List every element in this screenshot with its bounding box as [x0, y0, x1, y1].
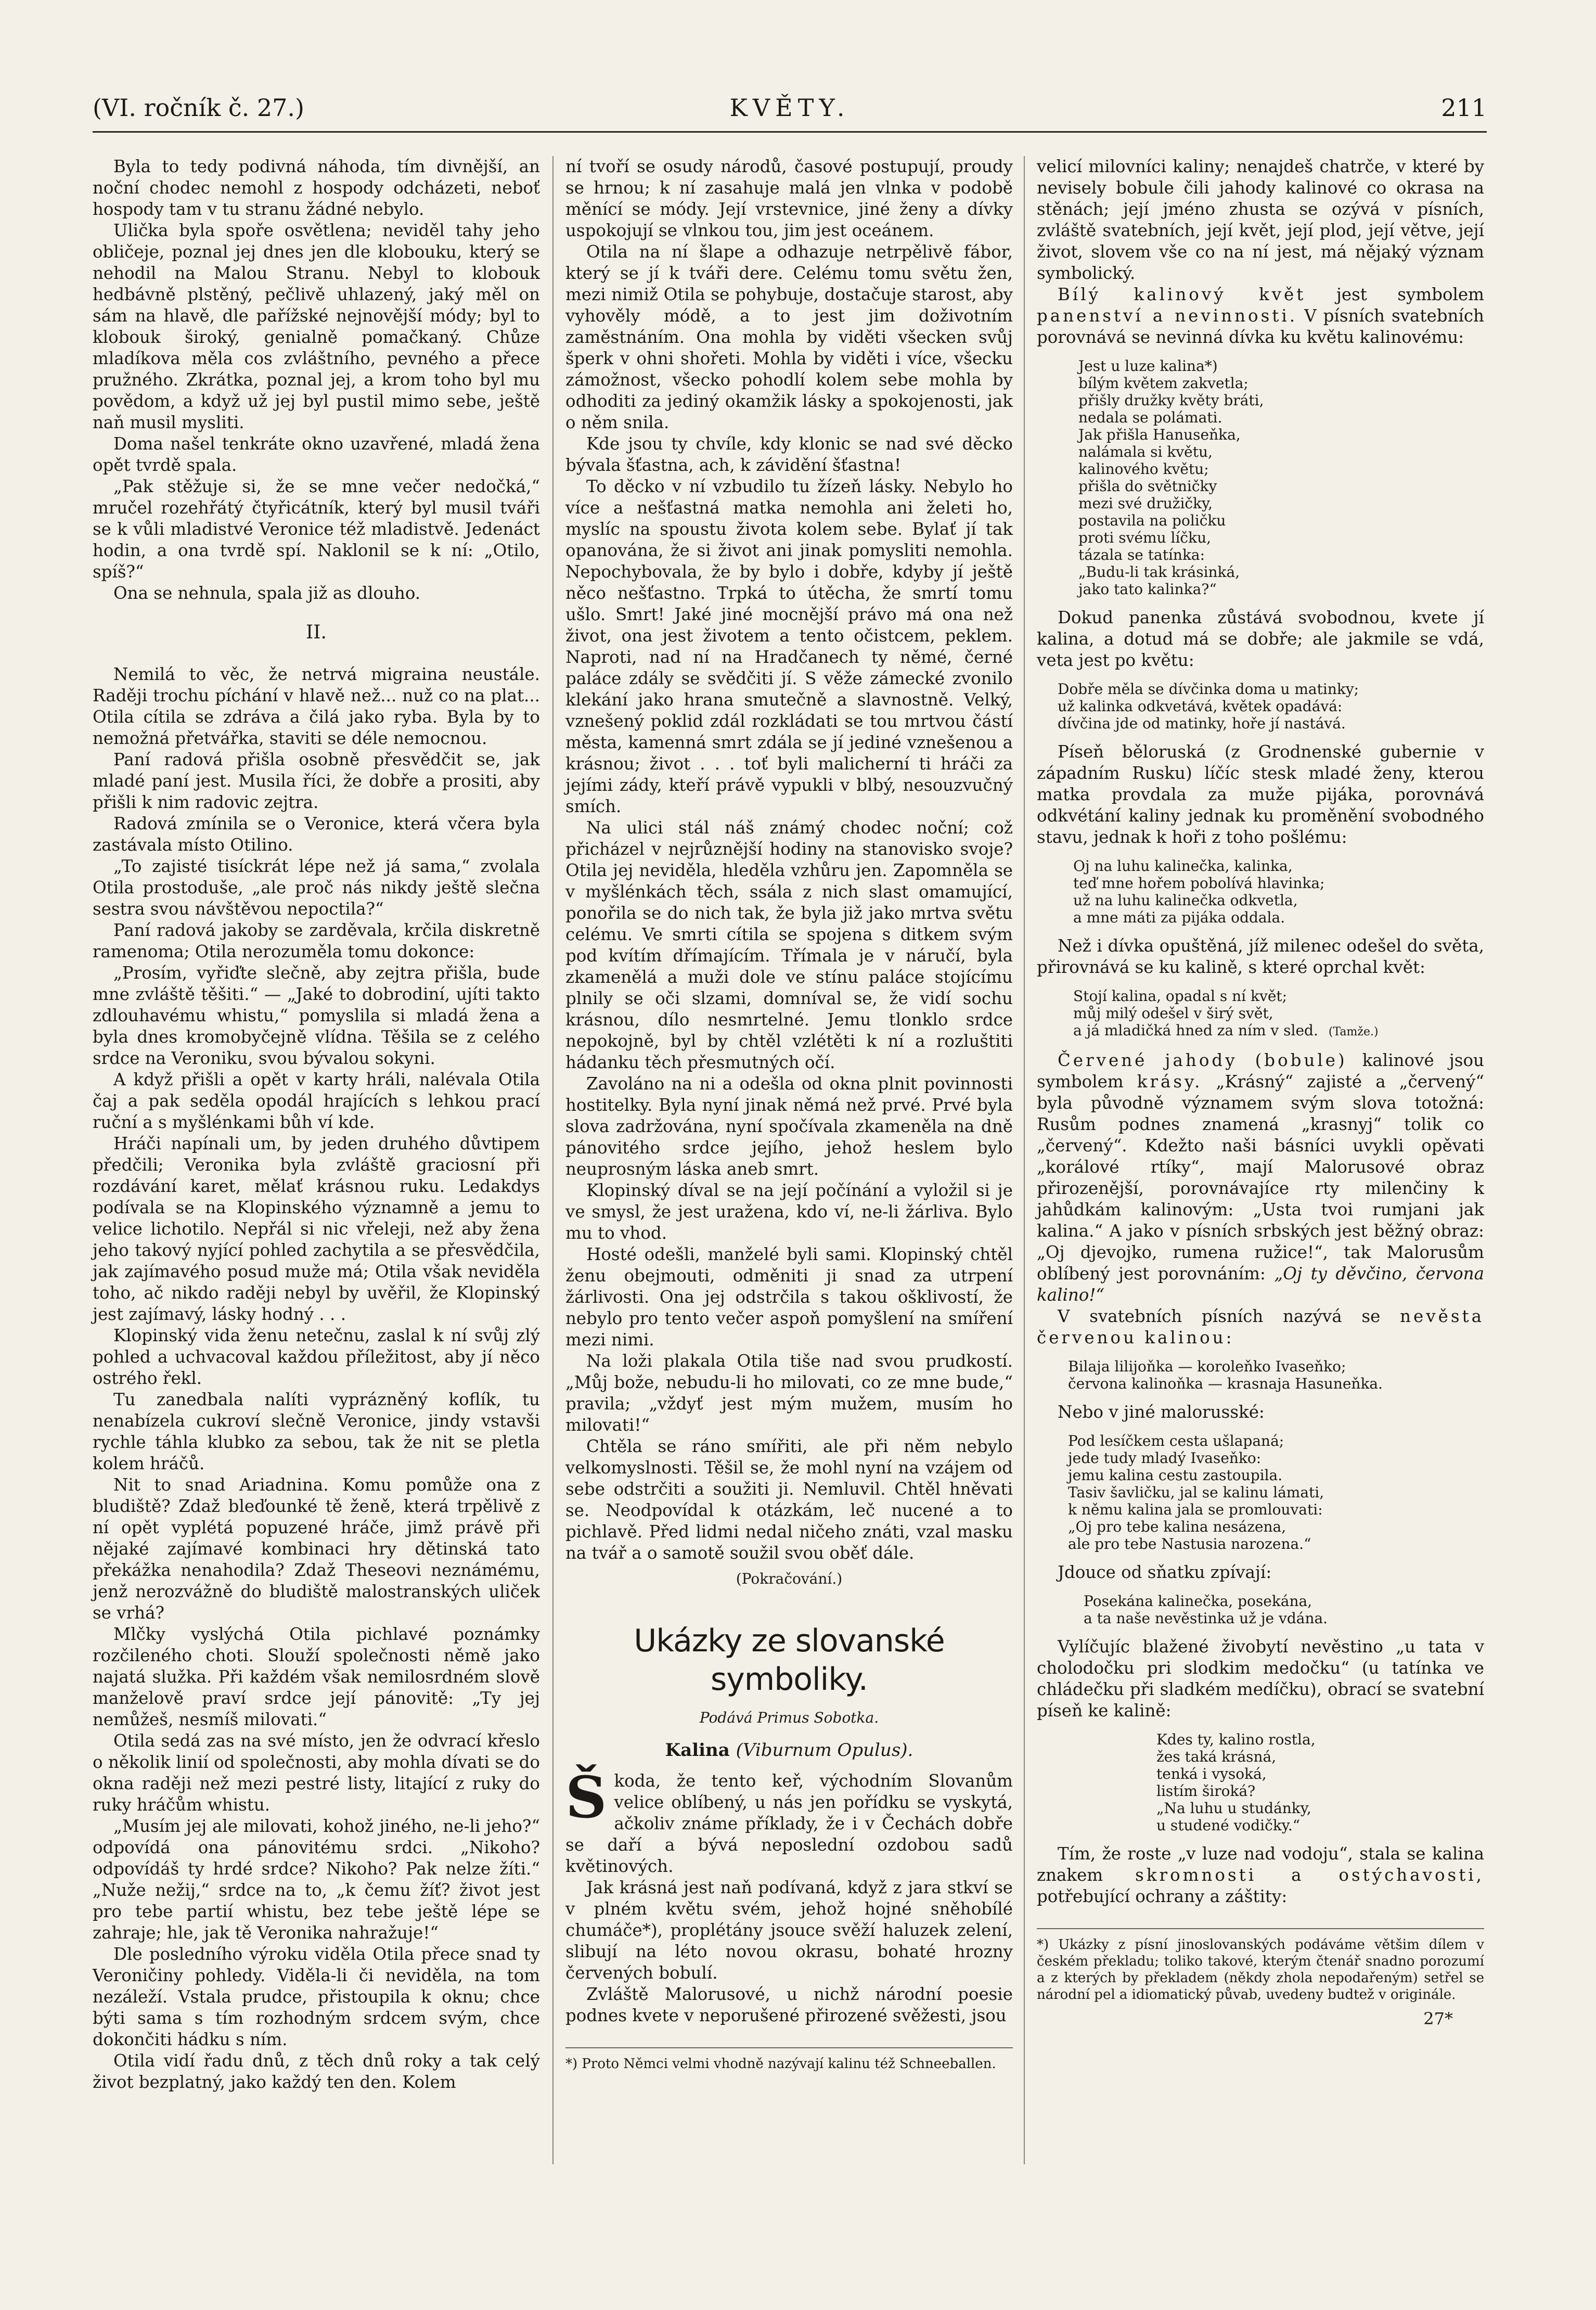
page-header	[93, 89, 1487, 133]
paragraph: Hráči napínali um, by jeden druhého důvtipem předčili; Veronika byla zvláště graciosní při rozdávání karet, mělať krásnou ruku. Ledakdys podívala se na Klopinského významně a jemu to velice lichotilo. Nepřál si nic vřeleji, než aby žena jeho takový nyjící pohled zachytila a se přesvědčila, jak zajímavého posud muže má; Otila však neviděla toho, ač nikdo raději nebyl by uvěřil, že Klopinský jest zajímavý, lásky hodný . . .	[93, 1134, 540, 1324]
paragraph: Radová zmínila se o Veronice, která včera byla zastávala místo Otilino.	[93, 814, 540, 855]
poem-line: Jest u luze kalina*)	[1078, 357, 1218, 375]
paragraph: „Pak stěžuje si, že se mne večer nedočká,“ mručel rozehřátý čtyřicátník, který byl musil tváři se k vůli mladistvé Veronice též mladistvě. Jedenáct hodin, a ona tvrdě spí. Naklonil se k ní: „Otilo, spíš?“	[93, 477, 540, 582]
poem-line: žes taká krásná,	[1156, 1748, 1277, 1765]
text: V svatebních písních nazývá se	[1058, 1306, 1381, 1326]
poem-line: dívčina jde od matinky, hoře jí nastává.	[1058, 715, 1346, 732]
text: potřebující ochrany a záštity:	[1037, 1886, 1288, 1906]
paragraph: Kde jsou ty chvíle, kdy klonic se nad své děcko bývala šťastna, ach, k závidění šťastna!	[565, 434, 1013, 475]
poem	[1156, 1731, 1484, 1834]
poem-line: mezi své družičky,	[1078, 495, 1213, 512]
paragraph: Doma našel tenkráte okno uzavřené, mladá žena opět tvrdě spala.	[93, 434, 540, 475]
poem-line: nedala se polámati.	[1078, 409, 1222, 426]
page-number: 211	[1441, 94, 1487, 122]
poem-line: už na luhu kalinečka odkvetla,	[1073, 892, 1298, 909]
poem-line: a mne máti za pijáka oddala.	[1073, 909, 1285, 926]
footnote: *) Proto Němci velmi vhodně nazývají kalinu též Schneeballen.	[565, 2047, 1013, 2072]
poem-line: Stojí kalina, opadal s ní květ;	[1073, 987, 1288, 1005]
poem	[1068, 1432, 1484, 1552]
poem-line: už kalinka odkvetává, květek opadává:	[1058, 698, 1343, 715]
paragraph	[1037, 1050, 1484, 1306]
paragraph: „To zajisté tisíckrát lépe než já sama,“ zvolala Otila prostoduše, „ale proč nás nikdy ještě slečna sestra svou návštěvou nepoctila?“	[93, 856, 540, 919]
paragraph: Chtěla se ráno smířiti, ale při něm nebylo velkomyslnosti. Těšil se, že mohl nyní na vzájem od sebe odstrčiti a soužiti ji. Nemluvil. Chtěl hněvati se. Neodpovídal k otázkám, leč nucené a to pichlavě. Před lidmi nedal ničeho znáti, vzal masku na tvář a o samotě soužil svou oběť dále.	[565, 1436, 1013, 1563]
column-1	[93, 156, 540, 2093]
poem-line: „Oj pro tebe kalina nesázena,	[1068, 1518, 1286, 1535]
article-subtitle	[565, 1740, 1013, 1761]
emphasis: skromnosti a ostýchavosti,	[1135, 1865, 1484, 1885]
poem-line: Tasiv šavličku, jal se kalinu lámati,	[1068, 1484, 1324, 1501]
paragraph	[1037, 1843, 1484, 1907]
paragraph: ní tvoří se osudy národů, časové postupují, proudy se hrnou; k ní zasahuje malá jen vlnka v podobě měnící se módy. Její vrstevnice, jiné ženy a dívky uspokojují se vlnkou tou, jim jest oceánem.	[565, 157, 1013, 240]
poem-line: Pod lesíčkem cesta ušlapaná;	[1068, 1432, 1284, 1449]
emphasis: Červené jahody (bobule)	[1058, 1050, 1347, 1070]
poem-line	[1073, 1022, 1484, 1041]
text: „Krásný“ zajisté a „červený“ byla původně významem svým slova totožná: Rusům podnes znamená „krasnyj“ tolik co „červený“. Kdežto naši básníci uvykli opěvati „korálové rtíky“, mají Malorusové obraz přirozenější, porovnávajíce rty milenčiny k jahůdkám kalinovým: „Usta tvoi rumjani jak kalina.“ A jako v písních srbských jest běžný obraz: „Oj djevojko, rumena ružice!“, tak Malorusům oblíbený jest porovnáním:	[1037, 1072, 1484, 1284]
article-title: Ukázky ze slovanské symboliky.	[634, 1623, 945, 1698]
paragraph: Paní radová přišla osobně přesvědčit se, jak mladé paní jest. Musila říci, že dobře a prositi, aby přišli k nim radovic zejtra.	[93, 750, 540, 812]
poem-line: Oj na luhu kalinečka, kalinka,	[1073, 857, 1293, 875]
poem-line: kalinového květu;	[1078, 460, 1209, 478]
poem-line: u studené vodičky.“	[1156, 1817, 1301, 1834]
paragraph: Na ulici stál náš známý chodec noční; což přicházel v nejrůznější hodiny na stanovisko svoje? Otila jej neviděla, hleděla vzhůru jen. Zapomněla se v myšlénkách těch, ssála z nich slast omamující, ponořila se do nich tak, že byla již jako mrtva světu celému. Ve smrti cítila se spojena s ditkem svým pod kvítím dřímajícím. Třímala je v náručí, byla zkamenělá a muži dole ve stínu paláce stojícímu plnily se oči slzami, domníval se, že vidí sochu krásnou, dílo nesmrtelné. Jemu tlonklo srdce nepokojně, byl by chtěl vzlétěti k ní a rozluštiti hádanku těch přesmutných očí.	[565, 818, 1013, 1072]
paragraph: Nemilá to věc, že netrvá migraina neustále. Raději trochu píchání v hlavě než... nuž co na plat... Otila cítila se zdráva a čilá jako ryba. Byla by to nemožná přetvářka, staviti se déle nemocnou.	[93, 664, 540, 748]
footnote: *) Ukázky z písní jinoslovanských podáváme většim dílem v českém překladu; toliko takové, kterým čtenář snadno porozumí a z kterých by překladem (někdy zhola nepodařeným) setřel se národní pel a idiomatický půvab, uvedeny budtež v originále.	[1037, 1928, 1484, 2003]
section-number: II.	[306, 622, 327, 643]
volume-info: (VI. ročník č. 27.)	[93, 94, 304, 122]
paragraph: Nit to snad Ariadnina. Komu pomůže ona z bludiště? Zdaž bleďounké tě ženě, která trpělivě z ní opět vyplétá popuzené hráče, jimž právě při nějaké zajímavé kombinaci hry dětinská tato překážka nenahodila? Zdaž Theseovi neznámému, jenž nerozvážně do bludiště malostranských uliček se vrhá?	[93, 1475, 540, 1623]
emphasis: panenství a nevinnosti.	[1037, 306, 1298, 326]
paragraph: Jak krásná jest naň podívaná, když z jara stkví se v plném květu svém, jehož hojné sněhobílé chumáče*), proplétány jsouce svěží haluzek zelení, slibují na léto novou okrasu, bohaté hrozny červených bobulí.	[565, 1878, 1013, 1983]
italic-quote: „Oj ty děvčino, červona kalino!“	[1037, 1264, 1484, 1305]
poem-line: ale pro tebe Nastusia narozena.“	[1068, 1535, 1311, 1552]
subtitle-name: Kalina	[665, 1740, 730, 1761]
paragraph	[1037, 284, 1484, 348]
poem-line: jede tudy mladý Ivaseňko:	[1068, 1449, 1262, 1467]
poem-source: (Tamže.)	[1328, 1025, 1379, 1038]
first-paragraph	[565, 1764, 1013, 1877]
emphasis: Bílý kalinový květ	[1058, 285, 1306, 304]
paragraph	[1037, 1306, 1484, 1349]
paragraph: Byla to tedy podivná náhoda, tím divnější, an noční chodec nemohl z hospody odcházeti, neboť hospody tam v tu stranu žádné nebylo.	[93, 157, 540, 219]
poem-line: přišla do světničky	[1078, 478, 1217, 495]
poem-line: tázala se tatínka:	[1078, 546, 1205, 563]
text: jest symbolem	[1336, 285, 1484, 304]
drop-cap: Š	[565, 1764, 607, 1831]
journal-title: KVĚTY.	[729, 94, 850, 122]
poem-line: listím široká?	[1156, 1782, 1256, 1800]
paragraph: velicí milovníci kaliny; nenajdeš chatrče, v které by nevisely bobule čili jahody kalinové co okrasa na stěnách; její jméno zhusta se ozývá v písních, zvláště svatebních, její květ, její plod, její větve, její život, slovem vše co na ní jest, má nějaký význam symbolický.	[1037, 157, 1484, 283]
emphasis: krásy.	[1137, 1072, 1203, 1092]
paragraph: Dokud panenka zůstává svobodnou, kvete jí kalina, a dotud má se dobře; ale jakmile se vdá, veta jest po květu:	[1037, 608, 1484, 670]
paragraph: Nebo v jiné malorusské:	[1058, 1402, 1265, 1422]
column-2	[565, 156, 1013, 2072]
paragraph: Tu zanedbala nalíti vyprázněný koflík, tu nenabízela cukroví slečně Veronice, jindy vstavši rychle táhla klubko za sebou, tak že nit se pletla kolem hráčů.	[93, 1390, 540, 1473]
paragraph: „Prosím, vyřiďte slečně, aby zejtra přišla, bude mne zvláště těšiti.“ — „Jaké to dobrodiní, ujíti takto zdlouhavému whistu,“ pomyslila si mladá žena a byla dnes kromobyčejně vlídna. Těšila se z celého srdce na Veroniku, svou bývalou sokyni.	[93, 963, 540, 1068]
poem-line: a ta naše nevěstinka už je vdána.	[1084, 1610, 1328, 1627]
poem-line: nalámala si květu,	[1078, 443, 1213, 460]
poem	[1058, 681, 1484, 732]
poem-line: Kdes ty, kalino rostla,	[1156, 1731, 1316, 1748]
poem-line: bílým květem zakvetla;	[1078, 375, 1249, 392]
page-signature: 27*	[1423, 2009, 1453, 2029]
poem-line: „Na luhu u studánky,	[1156, 1800, 1311, 1817]
text: V písních svatebních porovnává se nevinná dívka ku květu kalinovému:	[1037, 306, 1484, 347]
paragraph: Jdouce od sňatku zpívají:	[1058, 1562, 1272, 1582]
poem	[1078, 357, 1484, 598]
poem	[1084, 1593, 1484, 1627]
poem-line-text: a já mladičká hned za ním v sled.	[1073, 1022, 1318, 1039]
poem-line: jemu kalina cestu zastoupila.	[1068, 1467, 1283, 1484]
paragraph: Otila vidí řadu dnů, z těch dnů roky a tak celý život bezplatný, jako každý ten den. Kolem	[93, 2051, 540, 2092]
poem-line: Jak přišla Hanuseňka,	[1078, 426, 1241, 443]
paragraph: Klopinský díval se na její počínání a vyložil si je ve smysl, že jest uražena, kdo ví, ne-li žárliva. Bylo mu to vhod.	[565, 1180, 1013, 1243]
poem	[1068, 1358, 1484, 1392]
paragraph: Ona se nehnula, spala již as dlouho.	[113, 583, 421, 603]
poem	[1073, 987, 1484, 1041]
paragraph: Vylíčujíc blažené živobytí nevěstino „u tata v cholodočku pri slodkim medočku“ (u tatínka ve chládečku při sladkém medíčku), obrací se svatební píseň ke kalině:	[1037, 1637, 1484, 1721]
column-divider	[1024, 156, 1025, 2164]
text: kalinové jsou symbolem	[1037, 1050, 1484, 1092]
paragraph: Ulička byla spoře osvětlena; neviděl tahy jeho obličeje, poznal jej dnes jen dle klobouku, který se nehodil na Malou Stranu. Nebyl to klobouk hedbávně plstěný, pečlivě uhlazený, jaký měl on sám na hlavě, dle pařížské nejnovější módy; byl to klobouk široký, genialně pomačkaný. Chůze mladíkova měla cos zvláštního, pevného a přece pružného. Zkrátka, poznal jej, a krom toho byl mu povědom, a když už jej byl pustil mimo sebe, ještě naň musil mysliti.	[93, 221, 540, 432]
first-paragraph-text: koda, že tento keř, východním Slovanům velice oblíbený, u nás jen pořídku se vyskytá, ačkoliv známe příklady, že i v Čechách dobře se daří a bývá neposlední ozdobou sadů květinových.	[565, 1771, 1013, 1876]
paragraph: Na loži plakala Otila tiše nad svou prudkostí. „Můj bože, nebudu-li ho milovati, co ze mne bude,“ pravila; „vždyť jest mým mužem, musím ho milovati!“	[565, 1351, 1013, 1435]
poem	[1073, 857, 1484, 926]
emphasis: nevěsta červenou kalinou:	[1037, 1306, 1484, 1348]
paragraph: Dle posledního výroku viděla Otila přece snad ty Veroničiny pohledy. Viděla-li či neviděla, na tom nezáleží. Vstala prudce, přistoupila k oknu; chce býti sama s tím rozhodným srdcem svým, chce dokončiti hádku s ním.	[93, 1944, 540, 2049]
paragraph: Mlčky vyslýchá Otila pichlavé poznámky rozčileného choti. Slouží společnosti němě jako najatá služka. Při každém však nemilosrdném slově manželově praví srdce její pánovitě: „Ty jej nemůžeš, nesmíš milovati.“	[93, 1624, 540, 1729]
poem-line: „Budu-li tak krásinká,	[1078, 563, 1240, 581]
poem-line: přišly družky květy bráti,	[1078, 392, 1264, 409]
poem-line: červona kalinoňka — krasnaja Hasuneňka.	[1068, 1375, 1383, 1392]
poem-line: k němu kalina jala se promlouvati:	[1068, 1501, 1323, 1518]
paragraph: Zvláště Malorusové, u nichž národní poesie podnes kvete v neporušené přirozené svěžesti, jsou	[565, 1984, 1013, 2025]
paragraph: To děcko v ní vzbudilo tu žízeň lásky. Nebylo ho více a nešťastná matka nemohla ani želeti ho, myslíc na spoustu života kolem sebe. Bylať jí tak opanována, že si život ani jinak pomysliti nemohla. Nepochybovala, že by bylo i dobře, kdyby jí ještě něco nešťastno. Trpká to útěcha, že smrtí tomu ušlo. Smrt! Jaké jiné mocnější právo má ona než život, ona jest životem a tento očistcem, peklem. Naproti, nad ní na Hradčanech ty němé, černé paláce zdály se svědčiti jí. S věže zámecké zvonilo klekání jako hrana smutečně a slavnostně. Velký, vznešený poklid zdál rozkládati se tou mrtvou částí města, kamenná smrt zdála se jí jediné vznešenou a krásnou; život . . . toť byli malicherní ti hráči za jejími zády, kteří právě vypukli v blbý, nesouzvučný smích.	[565, 477, 1013, 816]
subtitle-latin: (Viburnum Opulus).	[736, 1740, 913, 1761]
poem-line: tenká i vysoká,	[1156, 1765, 1267, 1782]
continuation-note: (Pokračování.)	[736, 1570, 843, 1587]
column-divider	[552, 156, 554, 2164]
paragraph: Než i dívka opuštěná, jíž milenec odešel do světa, přirovnává se ku kalině, s které oprchal květ:	[1037, 936, 1484, 977]
text: Tím, že roste „v luze nad vodoju“, stala se kalina znakem	[1037, 1844, 1484, 1885]
column-3	[1037, 156, 1484, 2030]
poem-line: Posekána kalinečka, posekána,	[1084, 1593, 1312, 1610]
poem-line: proti svému líčku,	[1078, 529, 1212, 546]
paragraph: Píseň běloruská (z Grodnenské gubernie v západním Rusku) líčíc stesk mladé ženy, kterou matka provdala za muže pijáka, porovnává odkvétání kaliny jednak ku proměnění svobodného stavu, jednak k hoři z toho pošlému:	[1037, 742, 1484, 847]
poem-line: jako tato kalinka?“	[1078, 581, 1217, 598]
paragraph: Zavoláno na ni a odešla od okna plnit povinnosti hostitelky. Byla nyní jinak němá než prvé. Prvé byla slova zadržována, nyní spočívala zkameněla na dně pánovitého srdce jejího, jehož heslem bylo neuprosným láska aneb smrt.	[565, 1074, 1013, 1179]
paragraph: Paní radová jakoby se zarděvala, krčila diskretně ramenoma; Otila nerozuměla tomu dokonce:	[93, 920, 540, 961]
poem-line: můj milý odešel v širý svět,	[1073, 1005, 1273, 1022]
article-byline: Podává Primus Sobotka.	[699, 1709, 879, 1726]
poem-line: postavila na poličku	[1078, 512, 1226, 529]
paragraph: Otila sedá zas na své místo, jen že odvrací křeslo o několik linií od společnosti, aby mohla dívati se do okna raději než mezi pestré listy, litající z ruky do ruky hráčům whistu.	[93, 1731, 540, 1815]
paragraph: Otila na ní šlape a odhazuje netrpělivě fábor, který se jí k tváři dere. Celému tomu světu žen, mezi nimiž Otila se pohybuje, dostačuje starost, aby vyhověly módě, a to jest jim doživotním zaměstnáním. Ona mohla by viděti všecken svůj šperk v ohni shořeti. Mohla by viděti i více, všecku zámožnost, všecko pohodlí kolem sebe mohla by odhoditi za jediný okamžik lásky a spokojenosti, jak o něm snila.	[565, 242, 1013, 432]
poem-line: Bilaja lilijoňka — koroleňko Ivaseňko;	[1068, 1358, 1346, 1375]
poem-line: Dobře měla se dívčinka doma u matinky;	[1058, 681, 1359, 698]
paragraph: A když přišli a opět v karty hráli, nalévala Otila čaj a pak seděla opodál hrajících s lehkou prací ruční a s myšlénkami bůh ví kde.	[93, 1070, 540, 1132]
paragraph: Klopinský vida ženu netečnu, zaslal k ní svůj zlý pohled a uchvacoval každou příležitost, aby jí něco ostrého řekl.	[93, 1326, 540, 1388]
paragraph: „Musím jej ale milovati, kohož jiného, ne-li jeho?“ odpovídá ona pánovitému srdci. „Nikoho? odpovídáš ty hrdé srdce? Nikoho? Pak nelze žíti.“ „Nuže nežij,“ srdce na to, „k čemu žíť? život jest pro tebe partií whistu, bez tebe ještě lépe se zahraje; hle, jak tě Veronika nahražuje!“	[93, 1816, 540, 1943]
poem-line: teď mne hořem pobolívá hlavinka;	[1073, 875, 1325, 892]
paragraph: Hosté odešli, manželé byli sami. Klopinský chtěl ženu obejmouti, odměniti ji snad za utrpení žárlivosti. Ona jej odstrčila s takou ošklivostí, že nebylo pro tento večer aspoň pomyšlení na smíření mezi nimi.	[565, 1244, 1013, 1350]
